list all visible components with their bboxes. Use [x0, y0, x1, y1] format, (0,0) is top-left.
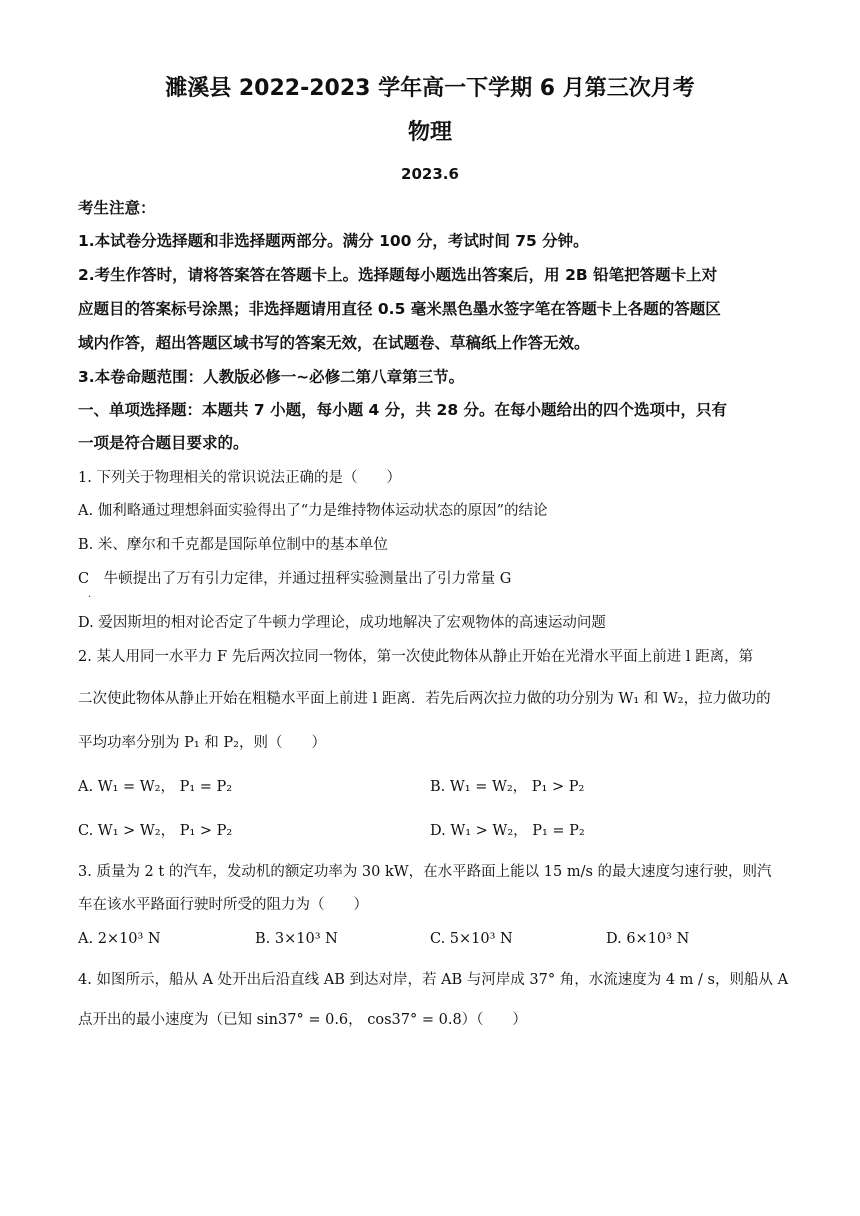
- question-1-option-d: D. 爱因斯坦的相对论否定了牛顿力学理论，成功地解决了宏观物体的高速运动问题: [78, 615, 606, 631]
- question-4-line-1: 4. 如图所示，船从 A 处开出后沿直线 AB 到达对岸，若 AB 与河岸成 37° 角，水流速度为 4 m / s，则船从 A: [78, 972, 789, 988]
- exam-title: 濉溪县 2022-2023 学年高一下学期 6 月第三次月考: [165, 76, 695, 101]
- question-1-option-a: A. 伽利略通过理想斜面实验得出了“力是维持物体运动状态的原因”的结论: [78, 503, 548, 519]
- question-3-option-a: A. 2×10³ N: [78, 931, 161, 947]
- question-2-option-c: C. W₁ > W₂， P₁ > P₂: [78, 823, 233, 839]
- question-4-line-2: 点开出的最小速度为（已知 sin37° = 0.6， cos37° = 0.8）（ ）: [78, 1012, 527, 1028]
- question-1-stem: 1. 下列关于物理相关的常识说法正确的是（ ）: [78, 470, 401, 486]
- question-2-line-2: 二次使此物体从静止开始在粗糙水平面上前进 l 距离．若先后两次拉力做的功分别为 W₁ 和 W₂，拉力做功的: [78, 691, 771, 707]
- question-2-option-d: D. W₁ > W₂， P₁ = P₂: [430, 823, 585, 839]
- notice-item-3: 3.本卷命题范围：人教版必修一~必修二第八章第三节。: [78, 368, 465, 386]
- question-3-line-1: 3. 质量为 2 t 的汽车，发动机的额定功率为 30 kW，在水平路面上能以 15 m/s 的最大速度匀速行驶，则汽: [78, 864, 772, 880]
- notice-item-2-line-1: 2.考生作答时，请将答案答在答题卡上。选择题每小题选出答案后，用 2B 铅笔把答题卡上对: [78, 266, 718, 284]
- question-3-option-d: D. 6×10³ N: [606, 931, 690, 947]
- question-2-option-b: B. W₁ = W₂， P₁ > P₂: [430, 779, 585, 795]
- question-3-option-c: C. 5×10³ N: [430, 931, 513, 947]
- question-1-option-b: B. 米、摩尔和千克都是国际单位制中的基本单位: [78, 537, 388, 553]
- question-1-option-c: C 牛顿提出了万有引力定律，并通过扭秤实验测量出了引力常量 G: [78, 571, 512, 587]
- option-c-dot: .: [88, 589, 92, 600]
- exam-date: 2023.6: [401, 165, 459, 183]
- question-2-line-1: 2. 某人用同一水平力 F 先后两次拉同一物体，第一次使此物体从静止开始在光滑水平面上前进 l 距离，第: [78, 649, 754, 665]
- question-2-option-a: A. W₁ = W₂， P₁ = P₂: [78, 779, 233, 795]
- question-3-option-b: B. 3×10³ N: [255, 931, 338, 947]
- section-1-heading-line-1: 一、单项选择题：本题共 7 小题，每小题 4 分，共 28 分。在每小题给出的四个选项中，只有: [78, 401, 728, 419]
- notice-heading: 考生注意：: [78, 199, 156, 217]
- subject-title: 物理: [407, 120, 452, 145]
- notice-item-1: 1.本试卷分选择题和非选择题两部分。满分 100 分，考试时间 75 分钟。: [78, 232, 589, 250]
- question-2-line-3: 平均功率分别为 P₁ 和 P₂，则（ ）: [78, 735, 326, 751]
- notice-item-2-line-3: 域内作答，超出答题区域书写的答案无效，在试题卷、草稿纸上作答无效。: [78, 334, 590, 352]
- question-3-line-2: 车在该水平路面行驶时所受的阻力为（ ）: [78, 897, 368, 913]
- section-1-heading-line-2: 一项是符合题目要求的。: [78, 434, 249, 452]
- notice-item-2-line-2: 应题目的答案标号涂黑；非选择题请用直径 0.5 毫米黑色墨水签字笔在答题卡上各题的答题区: [78, 300, 721, 318]
